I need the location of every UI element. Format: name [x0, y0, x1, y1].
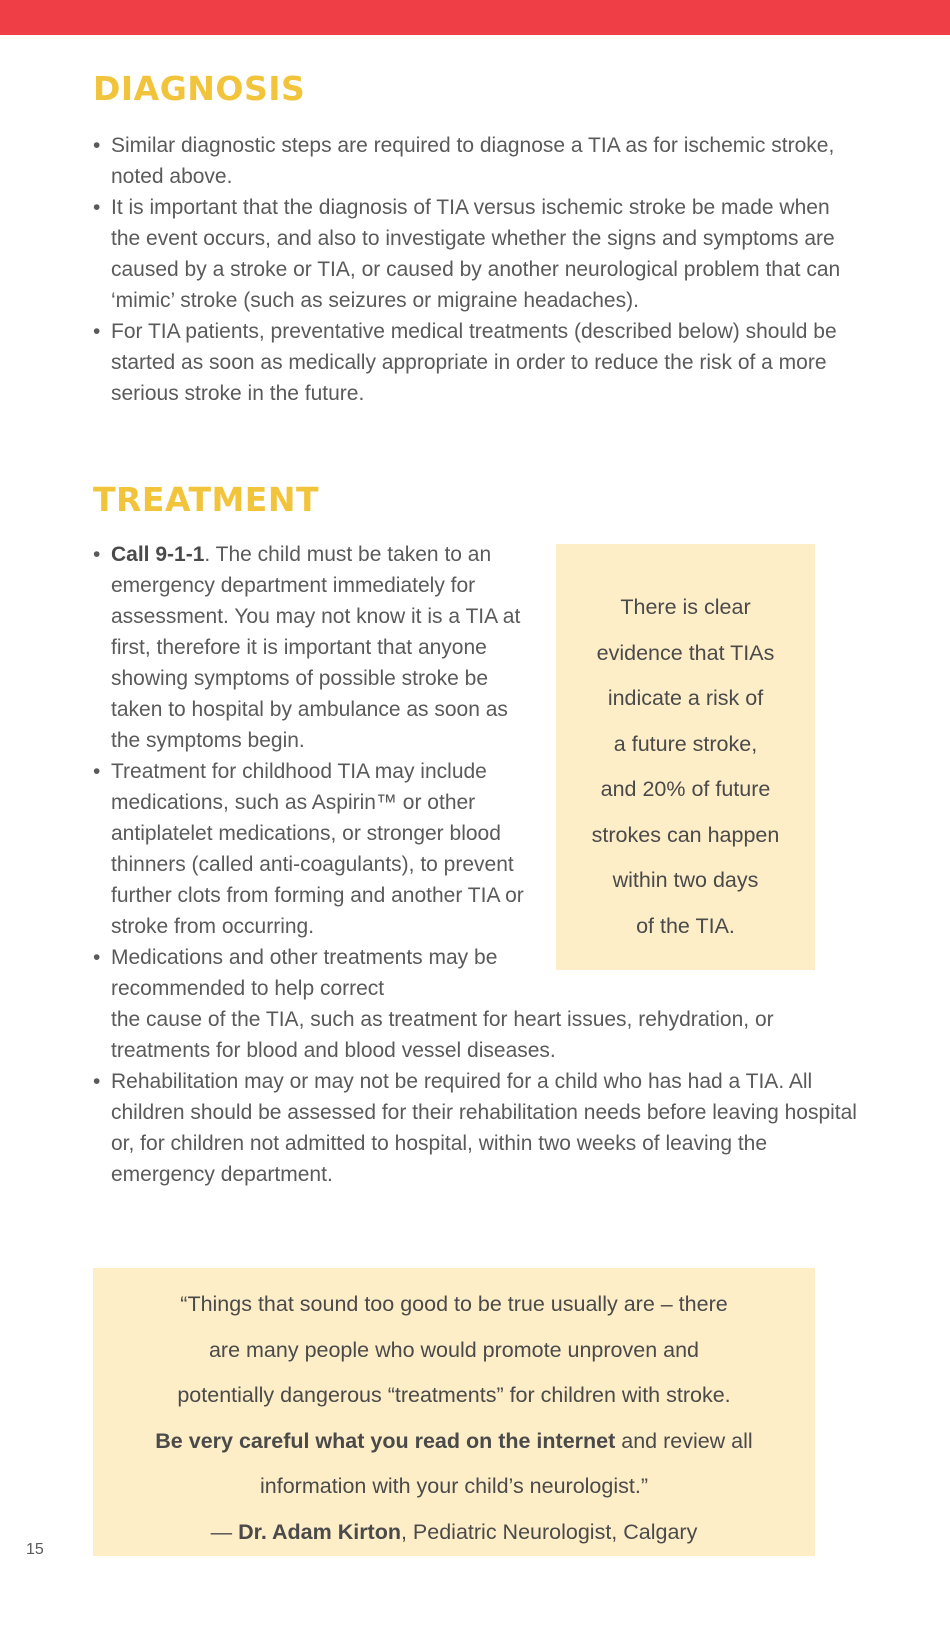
callout-line: There is clear	[620, 595, 751, 619]
callout-line: evidence that TIAs	[596, 640, 775, 665]
callout-line: indicate a risk of	[607, 686, 764, 710]
treatment-list-continued	[93, 1004, 863, 1190]
list-item-text: . The child must be taken to an emergency department immediately for assessment. You may not know it is a TIA at first, therefore it is important that anyone showing symptoms of possible stroke be taken to hospital by ambulance as soon as the symptoms begin.	[111, 543, 521, 752]
treatment-list	[93, 539, 533, 1004]
call-911-emphasis: Call 9-1-1	[111, 543, 205, 566]
page-number: 15	[26, 1541, 44, 1558]
list-item-continuation: the cause of the TIA, such as treatment for heart issues, rehydration, or treatments for blood and blood vessel diseases.	[111, 1008, 774, 1062]
callout-line: strokes can happen	[591, 822, 780, 847]
tia-risk-callout	[556, 544, 815, 970]
list-item: • Rehabilitation may or may not be required for a child who has had a TIA. All children should be assessed for their rehabilitation needs before leaving hospital or, for children not admitted to hospital, within two weeks of leaving the emergency department.	[93, 1066, 863, 1190]
quote-line-text: and review all	[615, 1428, 753, 1453]
callout-line: within two days	[612, 868, 759, 892]
internet-warning: Be very careful what you read on the internet	[155, 1428, 616, 1453]
callout-line: a future stroke,	[613, 731, 758, 756]
list-item: • It is important that the diagnosis of TIA versus ischemic stroke be made when the event occurs, and also to investigate whether the signs and symptoms are caused by a stroke or TIA, or caused by another neurological problem that can ‘mimic’ stroke (such as seizures or migraine headaches).	[93, 192, 863, 316]
quote-attribution	[93, 1510, 815, 1556]
list-item: • Medications and other treatments may be recommended to help correct	[93, 942, 533, 1004]
list-item	[93, 539, 533, 756]
diagnosis-list	[93, 130, 863, 409]
quote-line: information with your child’s neurologist.”	[260, 1474, 648, 1498]
expert-quote	[93, 1268, 815, 1556]
top-color-bar	[0, 0, 950, 35]
attribution-role: , Pediatric Neurologist, Calgary	[400, 1519, 698, 1544]
quote-line: “Things that sound too good to be true usually are – there	[180, 1292, 728, 1316]
attribution-dash: —	[210, 1519, 239, 1544]
quote-line	[93, 1419, 815, 1465]
list-item: • For TIA patients, preventative medical treatments (described below) should be started as soon as medically appropriate in order to reduce the risk of a more serious stroke in the future.	[93, 316, 863, 409]
diagnosis-heading: DIAGNOSIS	[93, 69, 306, 108]
callout-line: of the TIA.	[636, 913, 735, 938]
list-item: • Similar diagnostic steps are required to diagnose a TIA as for ischemic stroke, noted above.	[93, 130, 863, 192]
attribution-name: Dr. Adam Kirton	[238, 1519, 401, 1544]
callout-line: and 20% of future	[600, 777, 771, 801]
quote-line: are many people who would promote unproven and	[208, 1337, 700, 1362]
quote-line: potentially dangerous “treatments” for children with stroke.	[177, 1383, 731, 1407]
list-item: • Treatment for childhood TIA may include medications, such as Aspirin™ or other antiplatelet medications, or stronger blood thinners (called anti-coagulants), to prevent further clots from forming and another TIA or stroke from occurring.	[93, 756, 533, 942]
treatment-heading: TREATMENT	[93, 480, 319, 519]
